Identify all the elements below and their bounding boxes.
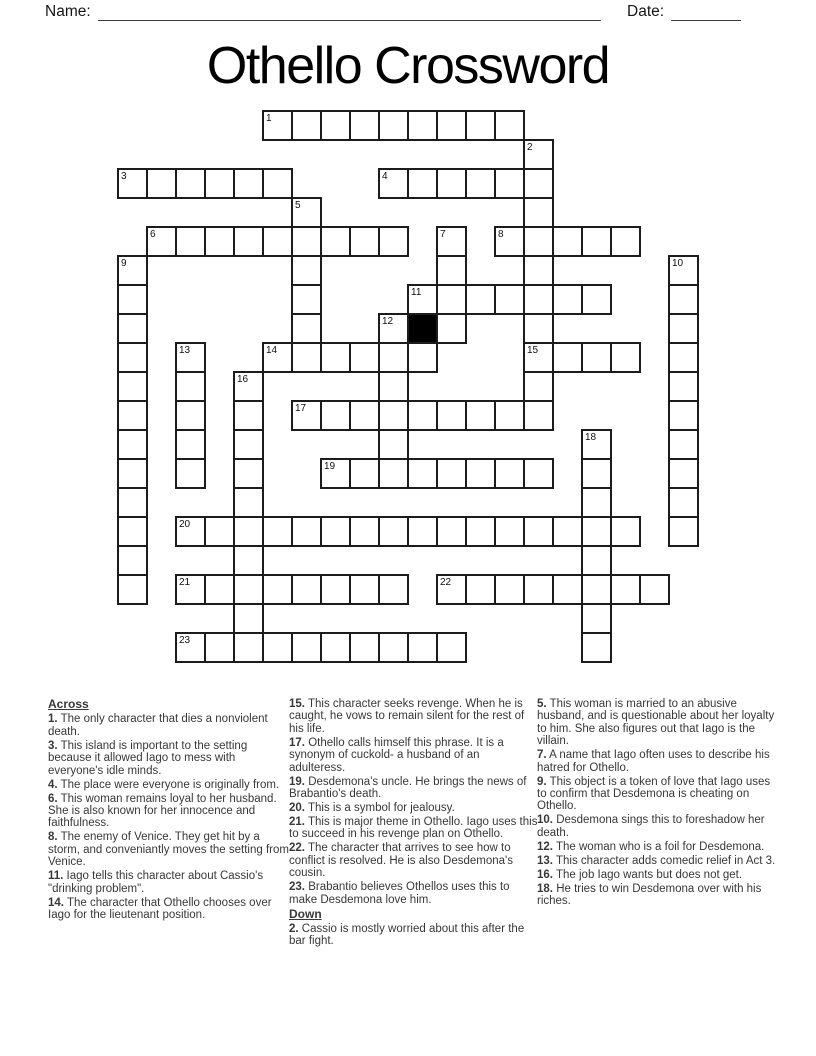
grid-cell[interactable] [436,110,467,141]
cell-number: 18 [585,431,597,443]
grid-cell[interactable] [581,487,612,518]
grid-cell[interactable] [117,284,148,315]
cell-number: 21 [179,576,191,588]
grid-cell[interactable] [291,226,322,257]
grid-cell[interactable] [117,545,148,576]
grid-cell[interactable] [494,284,525,315]
grid-cell[interactable] [407,110,438,141]
grid-cell[interactable] [465,284,496,315]
clue-item: 5. This woman is married to an abusive husband, and is questionable about her loyalty to him. She also figures out that Iago is the villain. [537,698,775,748]
cell-number: 12 [382,315,394,327]
grid-cell[interactable] [668,516,699,547]
grid-cell[interactable] [175,516,206,547]
grid-cell[interactable] [436,313,467,344]
clue-item: 20. This is a symbol for jealousy. [289,802,455,815]
grid-cell[interactable] [291,313,322,344]
clue-item: 22. The character that arrives to see how to conflict is resolved. He is also Desdemona's cousin. [289,842,513,880]
grid-cell[interactable] [581,458,612,489]
grid-cell[interactable] [117,168,148,199]
grid-cell[interactable] [262,226,293,257]
grid-cell[interactable] [610,516,641,547]
grid-cell[interactable] [320,458,351,489]
grid-cell[interactable] [378,458,409,489]
grid-cell[interactable] [436,168,467,199]
grid-cell[interactable] [494,226,525,257]
grid-cell[interactable] [523,139,554,170]
clue-column-3 [537,698,782,909]
grid-cell[interactable] [668,371,699,402]
page-title: Othello Crossword [206,37,610,95]
grid-cell[interactable] [117,313,148,344]
grid-cell[interactable] [610,574,641,605]
grid-cell[interactable] [523,313,554,344]
clue-number: 5. [537,698,547,710]
grid-cell[interactable] [262,574,293,605]
grid-cell[interactable] [262,632,293,663]
grid-cell[interactable] [436,458,467,489]
grid-cell[interactable] [378,168,409,199]
clue-item: 21. This is major theme in Othello. Iago uses this to succeed in his revenge plan on Othello. [289,816,538,841]
clue-item: 18. He tries to win Desdemona over with his riches. [537,882,762,908]
grid-cell[interactable] [668,313,699,344]
grid-cell[interactable] [291,197,322,228]
grid-cell[interactable] [233,400,264,431]
grid-cell[interactable] [233,603,264,634]
cell-number: 15 [527,344,539,356]
grid-cell[interactable] [117,487,148,518]
grid-cell[interactable] [465,458,496,489]
grid-cell[interactable] [465,400,496,431]
cell-number: 4 [382,170,388,182]
cell-number: 2 [527,141,533,153]
clue-item: 23. Brabantio believes Othellos uses this to make Desdemona love him. [289,881,510,906]
clue-number: 6. [48,792,58,805]
grid-cell[interactable] [320,632,351,663]
grid-cell[interactable] [349,226,380,257]
cell-number: 16 [237,373,249,385]
grid-cell[interactable] [291,342,322,373]
grid-cell[interactable] [349,574,380,605]
clue-number: 10. [537,814,553,827]
grid-cell[interactable] [117,516,148,547]
grid-cell[interactable] [436,284,467,315]
grid-cell[interactable] [523,226,554,257]
grid-cell[interactable] [233,545,264,576]
grid-cell[interactable] [378,110,409,141]
grid-cell[interactable] [465,110,496,141]
grid-cell[interactable] [494,400,525,431]
cell-number: 3 [121,170,127,182]
clue-number: 7. [537,749,547,762]
grid-cell[interactable] [204,574,235,605]
grid-cell[interactable] [494,110,525,141]
clue-item: 11. Iago tells this character about Cassio's "drinking problem". [48,870,264,895]
clue-item: 10. Desdemona sings this to foreshadow her death. [537,814,765,839]
grid-cell[interactable] [320,574,351,605]
clue-item: 16. The job Iago wants but does not get. [537,868,743,881]
grid-cell[interactable] [407,284,438,315]
grid-cell[interactable] [523,458,554,489]
grid-cell[interactable] [407,168,438,199]
grid-cell[interactable] [349,110,380,141]
grid-cell[interactable] [523,371,554,402]
grid-cell[interactable] [175,458,206,489]
date-label: Date: [627,3,665,20]
grid-cell[interactable] [668,400,699,431]
cell-number: 7 [440,228,446,240]
grid-cell[interactable] [523,168,554,199]
clue-number: 11. [48,870,64,883]
clue-item: 2. Cassio is mostly worried about this after the bar fight. [289,923,525,948]
grid-cell[interactable] [465,574,496,605]
grid-cell[interactable] [523,516,554,547]
grid-cell[interactable] [552,284,583,315]
grid-cell[interactable] [204,632,235,663]
grid-cell[interactable] [233,371,264,402]
grid-cell[interactable] [552,574,583,605]
grid-cell[interactable] [175,226,206,257]
clue-number: 21. [289,816,305,829]
clue-item: 7. A name that Iago often uses to describe his hatred for Othello. [537,749,770,774]
grid-cell[interactable] [378,632,409,663]
grid-cell[interactable] [610,342,641,373]
clue-number: 19. [289,775,305,788]
grid-cell[interactable] [668,342,699,373]
cell-number: 13 [179,344,191,356]
grid-cell[interactable] [117,342,148,373]
grid-cell[interactable] [291,110,322,141]
grid-cell[interactable] [146,168,177,199]
grid-cell[interactable] [233,632,264,663]
grid-cell[interactable] [668,429,699,460]
cell-number: 6 [150,228,156,240]
grid-cell[interactable] [349,400,380,431]
clue-number: 14. [48,896,64,909]
grid-cell[interactable] [581,632,612,663]
grid-cell[interactable] [494,574,525,605]
grid-cell[interactable] [175,574,206,605]
cell-number: 23 [179,634,191,646]
grid-cell[interactable] [465,516,496,547]
grid-cell[interactable] [378,400,409,431]
cell-number: 5 [295,199,301,211]
grid-cell[interactable] [407,342,438,373]
grid-cell[interactable] [175,400,206,431]
grid-cell[interactable] [262,516,293,547]
grid-cell[interactable] [349,516,380,547]
grid-cell[interactable] [291,516,322,547]
grid-cell[interactable] [378,226,409,257]
grid-cell[interactable] [523,197,554,228]
grid-cell[interactable] [233,487,264,518]
grid-cell[interactable] [378,371,409,402]
clue-number: 4. [48,778,58,791]
grid-cell[interactable] [378,429,409,460]
grid-cell[interactable] [581,226,612,257]
grid-cell[interactable] [523,255,554,286]
grid-cell[interactable] [291,574,322,605]
grid-cell[interactable] [436,516,467,547]
grid-cell[interactable] [494,168,525,199]
grid-cell[interactable] [349,342,380,373]
grid-cell[interactable] [175,371,206,402]
grid-cell[interactable] [378,516,409,547]
grid-cell[interactable] [668,458,699,489]
grid-cell[interactable] [320,342,351,373]
grid-cell[interactable] [436,226,467,257]
grid-cell[interactable] [436,574,467,605]
grid-cell[interactable] [233,574,264,605]
cell-number: 11 [411,286,422,298]
grid-cell[interactable] [291,632,322,663]
clue-number: 18. [537,882,553,895]
grid-cell[interactable] [668,284,699,315]
grid-cell[interactable] [262,342,293,373]
grid-cell[interactable] [668,487,699,518]
grid-cell[interactable] [117,429,148,460]
clue-number: 13. [537,854,553,867]
grid-cell[interactable] [639,574,670,605]
grid-cell[interactable] [175,342,206,373]
grid-cell[interactable] [233,226,264,257]
grid-cell[interactable] [494,516,525,547]
clue-number: 1. [48,713,58,726]
grid-cell[interactable] [320,110,351,141]
clue-number: 9. [537,775,547,788]
cell-number: 9 [121,257,127,269]
grid-cell[interactable] [581,516,612,547]
grid-cell[interactable] [175,429,206,460]
grid-cell[interactable] [291,284,322,315]
grid-cell[interactable] [117,400,148,431]
cell-number: 14 [266,344,278,356]
grid-cell[interactable] [320,516,351,547]
grid-cell[interactable] [378,574,409,605]
clue-number: 22. [289,842,305,855]
clue-item: 19. Desdemona's uncle. He brings the news of Brabantio's death. [289,775,527,801]
grid-cell[interactable] [552,342,583,373]
grid-cell[interactable] [117,458,148,489]
cell-number: 19 [324,460,336,472]
grid-cell[interactable] [146,226,177,257]
grid-cell[interactable] [320,400,351,431]
grid-cell[interactable] [436,255,467,286]
grid-cell[interactable] [581,603,612,634]
clue-number: 8. [48,831,58,844]
clue-column-1 [48,698,291,923]
clue-item: 4. The place were everyone is originally from. [48,778,280,791]
grid-cell[interactable] [407,458,438,489]
grid-cell[interactable] [552,226,583,257]
grid-cell[interactable] [407,516,438,547]
cell-number: 22 [440,576,452,588]
grid-cell[interactable] [378,313,409,344]
grid-cell[interactable] [581,574,612,605]
down-heading: Down [289,906,322,921]
grid-cell[interactable] [494,458,525,489]
name-label: Name: [45,3,91,20]
clue-number: 15. [289,698,305,710]
clue-number: 3. [48,739,58,752]
cell-number: 8 [498,228,504,240]
grid-cell[interactable] [117,574,148,605]
across-heading: Across [48,697,89,711]
clue-number: 23. [289,881,305,894]
grid-cell[interactable] [407,632,438,663]
grid-cell[interactable] [204,226,235,257]
grid-cell[interactable] [233,516,264,547]
clue-number: 16. [537,868,553,881]
clue-item: 14. The character that Othello chooses over Iago for the lieutenant position. [48,896,272,922]
grid-cell[interactable] [436,632,467,663]
grid-cell[interactable] [523,574,554,605]
clue-number: 12. [537,840,553,853]
clue-item: 13. This character adds comedic relief in Act 3. [537,854,776,867]
clue-number: 17. [289,736,305,749]
clue-item: 12. The woman who is a foil for Desdemona. [537,840,765,853]
grid-cell[interactable] [291,255,322,286]
clue-item: 9. This object is a token of love that Iago uses to confirm that Desdemona is cheating on Othello. [537,775,771,813]
grid-cell[interactable] [349,458,380,489]
grid-cell[interactable] [581,342,612,373]
clue-item: 8. The enemy of Venice. They get hit by a storm, and conveniantly moves the setting from Venice. [48,831,289,869]
grid-cell[interactable] [523,342,554,373]
grid-cell[interactable] [436,400,467,431]
clue-number: 2. [289,923,299,936]
clue-item: 17. Othello calls himself this phrase. It is a synonym of cuckold- a husband of an adulteress. [289,736,504,774]
clue-item: 3. This island is important to the setting because it allowed Iago to mess with everyone's idle minds. [48,739,248,777]
grid-cell[interactable] [204,516,235,547]
grid-cell[interactable] [117,255,148,286]
grid-cell[interactable] [407,400,438,431]
clue-column-2 [289,698,538,949]
grid-cell[interactable] [552,516,583,547]
cell-number: 1 [266,112,272,124]
grid-cell[interactable] [581,429,612,460]
grid-cell[interactable] [349,632,380,663]
grid-cell[interactable] [233,458,264,489]
grid-cell[interactable] [320,226,351,257]
grid-cell[interactable] [233,429,264,460]
clue-number: 20. [289,802,305,815]
grid-cell[interactable] [117,371,148,402]
grid-cell[interactable] [581,284,612,315]
grid-cell[interactable] [262,110,293,141]
clue-item: 1. The only character that dies a nonviolent death. [48,713,268,738]
grid-cell[interactable] [465,168,496,199]
grid-cell[interactable] [204,168,235,199]
grid-cell[interactable] [175,632,206,663]
grid-cell[interactable] [262,168,293,199]
cell-number: 17 [295,402,307,414]
grid-cell[interactable] [581,545,612,576]
grid-cell[interactable] [523,284,554,315]
grid-cell[interactable] [291,400,322,431]
clue-item: 15. This character seeks revenge. When he is caught, he vows to remain silent for the rest of his life. [289,698,525,735]
clue-item: 6. This woman remains loyal to her husband. She is also known for her innocence and faithfulness. [48,792,277,830]
cell-number: 10 [672,257,684,269]
grid-cell[interactable] [668,255,699,286]
grid-cell[interactable] [175,168,206,199]
grid-cell[interactable] [610,226,641,257]
grid-cell[interactable] [523,400,554,431]
grid-cell[interactable] [378,342,409,373]
grid-cell-black [407,313,438,344]
grid-cell[interactable] [233,168,264,199]
cell-number: 20 [179,518,191,530]
